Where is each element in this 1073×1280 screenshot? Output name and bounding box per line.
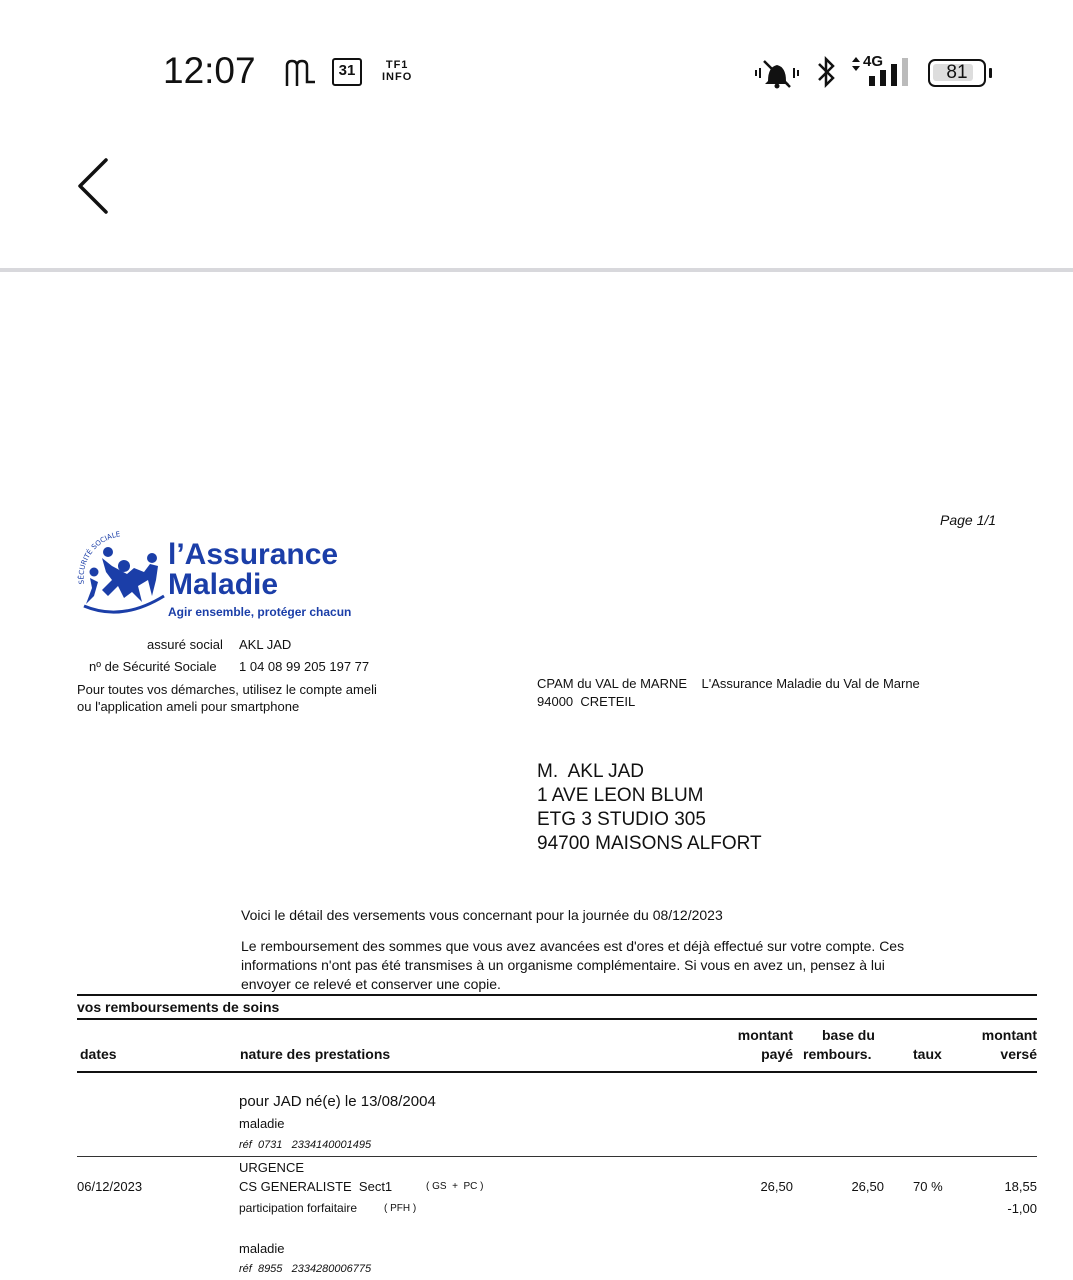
header-base-1: base du (822, 1027, 875, 1043)
section-top-rule (77, 994, 1037, 996)
row-taux: 70 % (913, 1179, 943, 1194)
messenger-m-icon (284, 58, 318, 88)
row-verse: 18,55 (1004, 1179, 1037, 1194)
notice-line2: informations n'ont pas été transmises à un organisme complémentaire. Si vous en avez un, pensez à lui (241, 957, 885, 973)
notice-line1: Le remboursement des sommes que vous avez avancées est d'ores et déjà effectué sur votre compte. Ces (241, 938, 905, 954)
group1-type: maladie (239, 1116, 285, 1131)
logo-line2: Maladie (168, 568, 279, 601)
seal-icon (72, 526, 172, 616)
group1-ref: réf 0731 2334140001495 (239, 1139, 372, 1151)
header-base-2: rembours. (803, 1046, 872, 1062)
row-date: 06/12/2023 (77, 1179, 143, 1194)
app-bar (0, 140, 1073, 272)
row-act: CS GENERALISTE Sect1 (239, 1179, 393, 1194)
participation-code: ( PFH ) (384, 1203, 417, 1214)
insured-label: assuré social (147, 637, 223, 652)
row-rule (77, 1156, 1037, 1157)
tf1-info-icon (382, 59, 412, 83)
recipient-building: ETG 3 STUDIO 305 (537, 809, 706, 830)
ameli-note-line2: ou l'application ameli pour smartphone (77, 699, 300, 714)
insured-value: AKL JAD (239, 637, 292, 652)
header-rule (77, 1071, 1037, 1073)
header-taux: taux (913, 1046, 942, 1062)
cpam-line1: CPAM du VAL de MARNE L'Assurance Maladie du Val de Marne (537, 676, 920, 691)
header-montant-paye-2: payé (761, 1046, 793, 1062)
logo-line1: l’Assurance (168, 538, 339, 571)
header-montant-verse-2: versé (1000, 1046, 1037, 1062)
cpam-line2: 94000 CRETEIL (537, 694, 636, 709)
page-number: Page 1/1 (940, 512, 997, 528)
row-base: 26,50 (851, 1179, 884, 1194)
group2-ref: réf 8955 2334280006775 (239, 1263, 372, 1275)
battery-level: 81 (946, 62, 968, 83)
tf1-line2: INFO (382, 71, 413, 83)
beneficiary: pour JAD né(e) le 13/08/2004 (239, 1093, 436, 1110)
participation-label: participation forfaitaire (239, 1201, 358, 1215)
document-page (0, 272, 1073, 1280)
logo-tagline: Agir ensemble, protéger chacun (168, 605, 352, 619)
intro-text: Voici le détail des versements vous concernant pour la journée du 08/12/2023 (241, 907, 723, 923)
ss-label: nº de Sécurité Sociale (89, 659, 217, 674)
participation-amount: -1,00 (1007, 1201, 1037, 1216)
row-act-codes: ( GS + PC ) (426, 1181, 484, 1192)
status-bar (0, 0, 1073, 140)
tf1-line1: TF1 (385, 59, 409, 71)
assurance-maladie-logo (72, 526, 382, 626)
back-arrow-icon[interactable] (72, 156, 116, 216)
recipient-city: 94700 MAISONS ALFORT (537, 833, 762, 854)
signal-4g-icon (851, 54, 913, 88)
clock: 12:07 (163, 50, 256, 91)
section-bottom-rule (77, 1018, 1037, 1020)
row-montant-paye: 26,50 (760, 1179, 793, 1194)
ss-value: 1 04 08 99 205 197 77 (239, 659, 370, 674)
network-type: 4G (863, 53, 884, 70)
calendar-icon (332, 58, 362, 86)
seal-text: SÉCURITÉ SOCIALE (77, 530, 121, 585)
row-category: URGENCE (239, 1160, 305, 1175)
header-nature: nature des prestations (240, 1046, 391, 1062)
header-montant-verse-1: montant (981, 1027, 1037, 1043)
ameli-note-line1: Pour toutes vos démarches, utilisez le compte ameli (77, 682, 377, 697)
notice-line3: envoyer ce relevé et conserver une copie. (241, 976, 501, 992)
recipient-name: M. AKL JAD (537, 761, 644, 782)
header-montant-paye-1: montant (737, 1027, 793, 1043)
battery-icon (928, 59, 986, 87)
group2-type: maladie (239, 1241, 285, 1256)
bell-muted-icon (752, 57, 802, 89)
section-title: vos remboursements de soins (77, 999, 280, 1015)
calendar-day: 31 (338, 62, 356, 79)
bluetooth-icon (814, 55, 838, 89)
recipient-street: 1 AVE LEON BLUM (537, 785, 704, 806)
header-dates: dates (80, 1046, 117, 1062)
